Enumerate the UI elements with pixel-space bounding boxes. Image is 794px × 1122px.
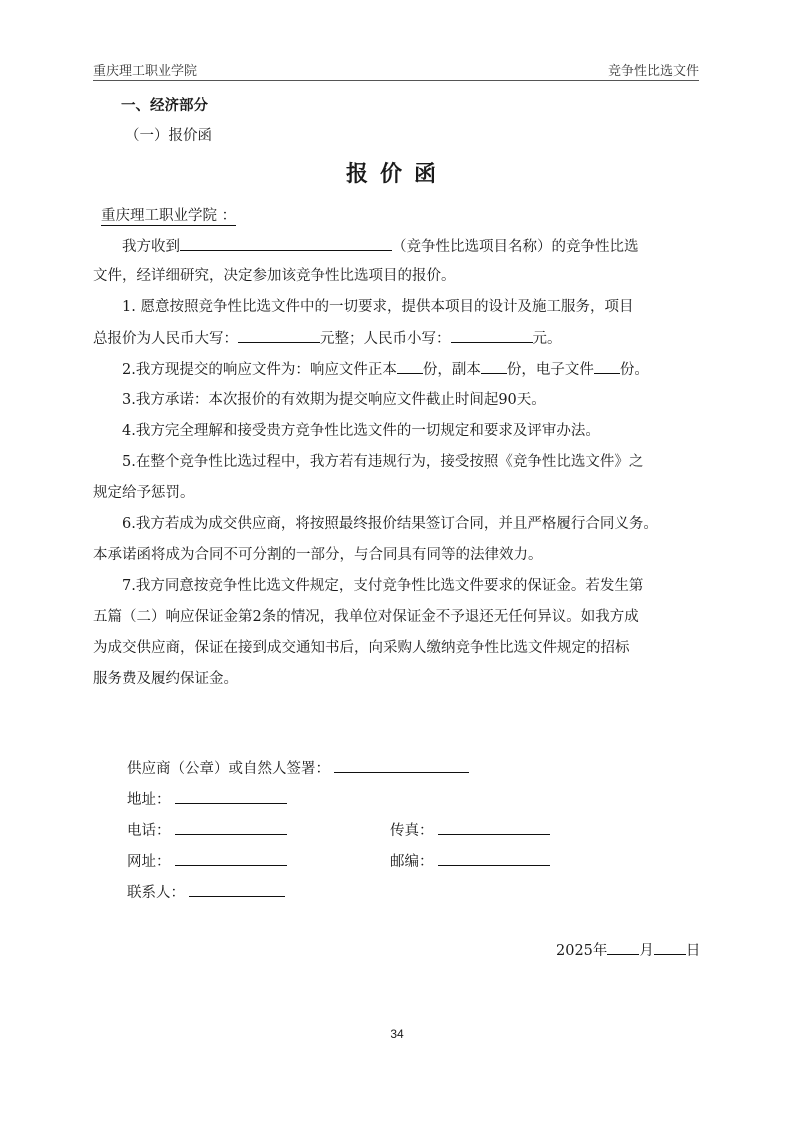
item-7-line-3: 为成交供应商，保证在接到成交通知书后，向采购人缴纳竞争性比选文件规定的招标 xyxy=(93,640,630,656)
intro-line-1 xyxy=(122,236,639,257)
page-number: 34 xyxy=(390,1027,404,1041)
yuan-suffix: 元。 xyxy=(532,331,562,347)
total-price-uppercase-field[interactable] xyxy=(238,328,320,343)
contact-field[interactable] xyxy=(189,882,285,897)
website-field[interactable] xyxy=(175,851,287,866)
copies-suffix: 份。 xyxy=(619,362,649,378)
total-price-lowercase-label: 元整；人民币小写： xyxy=(320,331,451,347)
header-doc-type: 竞争性比选文件 xyxy=(607,64,699,79)
date-month-label: 月 xyxy=(639,943,654,959)
duplicate-copies-label: 份，副本 xyxy=(422,362,481,378)
item-3: 3.我方承诺：本次报价的有效期为提交响应文件截止时间起90天。 xyxy=(122,392,546,408)
duplicate-copies-field[interactable] xyxy=(481,359,507,374)
item-7-line-1: 7.我方同意按竞争性比选文件规定，支付竞争性比选文件要求的保证金。若发生第 xyxy=(122,578,644,594)
item-5-line-1: 5.在整个竞争性比选过程中，我方若有违规行为，接受按照《竞争性比选文件》之 xyxy=(122,454,644,470)
item-7-line-4: 服务费及履约保证金。 xyxy=(93,671,238,687)
postcode-label: 邮编： xyxy=(390,854,434,870)
date-day-label: 日 xyxy=(685,943,701,959)
total-price-lowercase-field[interactable] xyxy=(451,328,533,343)
phone-field[interactable] xyxy=(175,820,287,835)
intro-line-2: 文件，经详细研究，决定参加该竞争性比选项目的报价。 xyxy=(93,268,456,284)
date-day-field[interactable] xyxy=(654,940,686,955)
section-heading: 一、经济部分 xyxy=(121,97,208,114)
supplier-signature-label: 供应商（公章）或自然人签署： xyxy=(127,761,330,777)
header-institution: 重庆理工职业学院 xyxy=(93,64,198,79)
website-row xyxy=(127,851,287,872)
address-field[interactable] xyxy=(175,789,287,804)
item-4: 4.我方完全理解和接受贵方竞争性比选文件的一切规定和要求及评审办法。 xyxy=(122,423,600,439)
item-6-line-1: 6.我方若成为成交供应商，将按照最终报价结果签订合同，并且严格履行合同义务。 xyxy=(122,516,658,532)
page-header xyxy=(93,58,699,81)
intro-prefix: 我方收到 xyxy=(122,239,180,255)
supplier-signature-field[interactable] xyxy=(334,758,469,773)
item-1-line-1: 1. 愿意按照竞争性比选文件中的一切要求，提供本项目的设计及施工服务，项目 xyxy=(122,299,634,315)
date-row xyxy=(556,940,700,961)
date-month-field[interactable] xyxy=(607,940,639,955)
original-copies-label: 2.我方现提交的响应文件为：响应文件正本 xyxy=(122,362,397,378)
subsection-heading: （一）报价函 xyxy=(125,128,212,144)
date-year: 2025年 xyxy=(556,943,608,959)
phone-label: 电话： xyxy=(127,823,171,839)
item-1-line-2 xyxy=(93,328,562,349)
contact-row xyxy=(127,882,285,903)
addressee xyxy=(101,206,236,226)
electronic-copies-field[interactable] xyxy=(594,359,620,374)
supplier-signature-row xyxy=(127,758,469,779)
contact-label: 联系人： xyxy=(127,885,185,901)
original-copies-field[interactable] xyxy=(397,359,423,374)
fax-row xyxy=(390,820,550,841)
address-row xyxy=(127,789,287,810)
fax-label: 传真： xyxy=(390,823,434,839)
postcode-row xyxy=(390,851,550,872)
postcode-field[interactable] xyxy=(438,851,550,866)
total-price-uppercase-label: 总报价为人民币大写： xyxy=(93,331,238,347)
item-7-line-2: 五篇（二）响应保证金第2条的情况，我单位对保证金不予退还无任何异议。如我方成 xyxy=(93,609,639,625)
item-2 xyxy=(122,359,649,380)
website-label: 网址： xyxy=(127,854,171,870)
document-title: 报价函 xyxy=(345,161,448,187)
addressee-text: 重庆理工职业学院 ： xyxy=(101,208,237,224)
project-name-field[interactable] xyxy=(180,236,392,251)
item-5-line-2: 规定给予惩罚。 xyxy=(93,485,195,501)
intro-suffix: （竞争性比选项目名称）的竞争性比选 xyxy=(392,239,639,255)
phone-row xyxy=(127,820,287,841)
fax-field[interactable] xyxy=(438,820,550,835)
item-6-line-2: 本承诺函将成为合同不可分割的一部分，与合同具有同等的法律效力。 xyxy=(93,547,543,563)
address-label: 地址： xyxy=(127,792,171,808)
electronic-copies-label: 份，电子文件 xyxy=(506,362,594,378)
